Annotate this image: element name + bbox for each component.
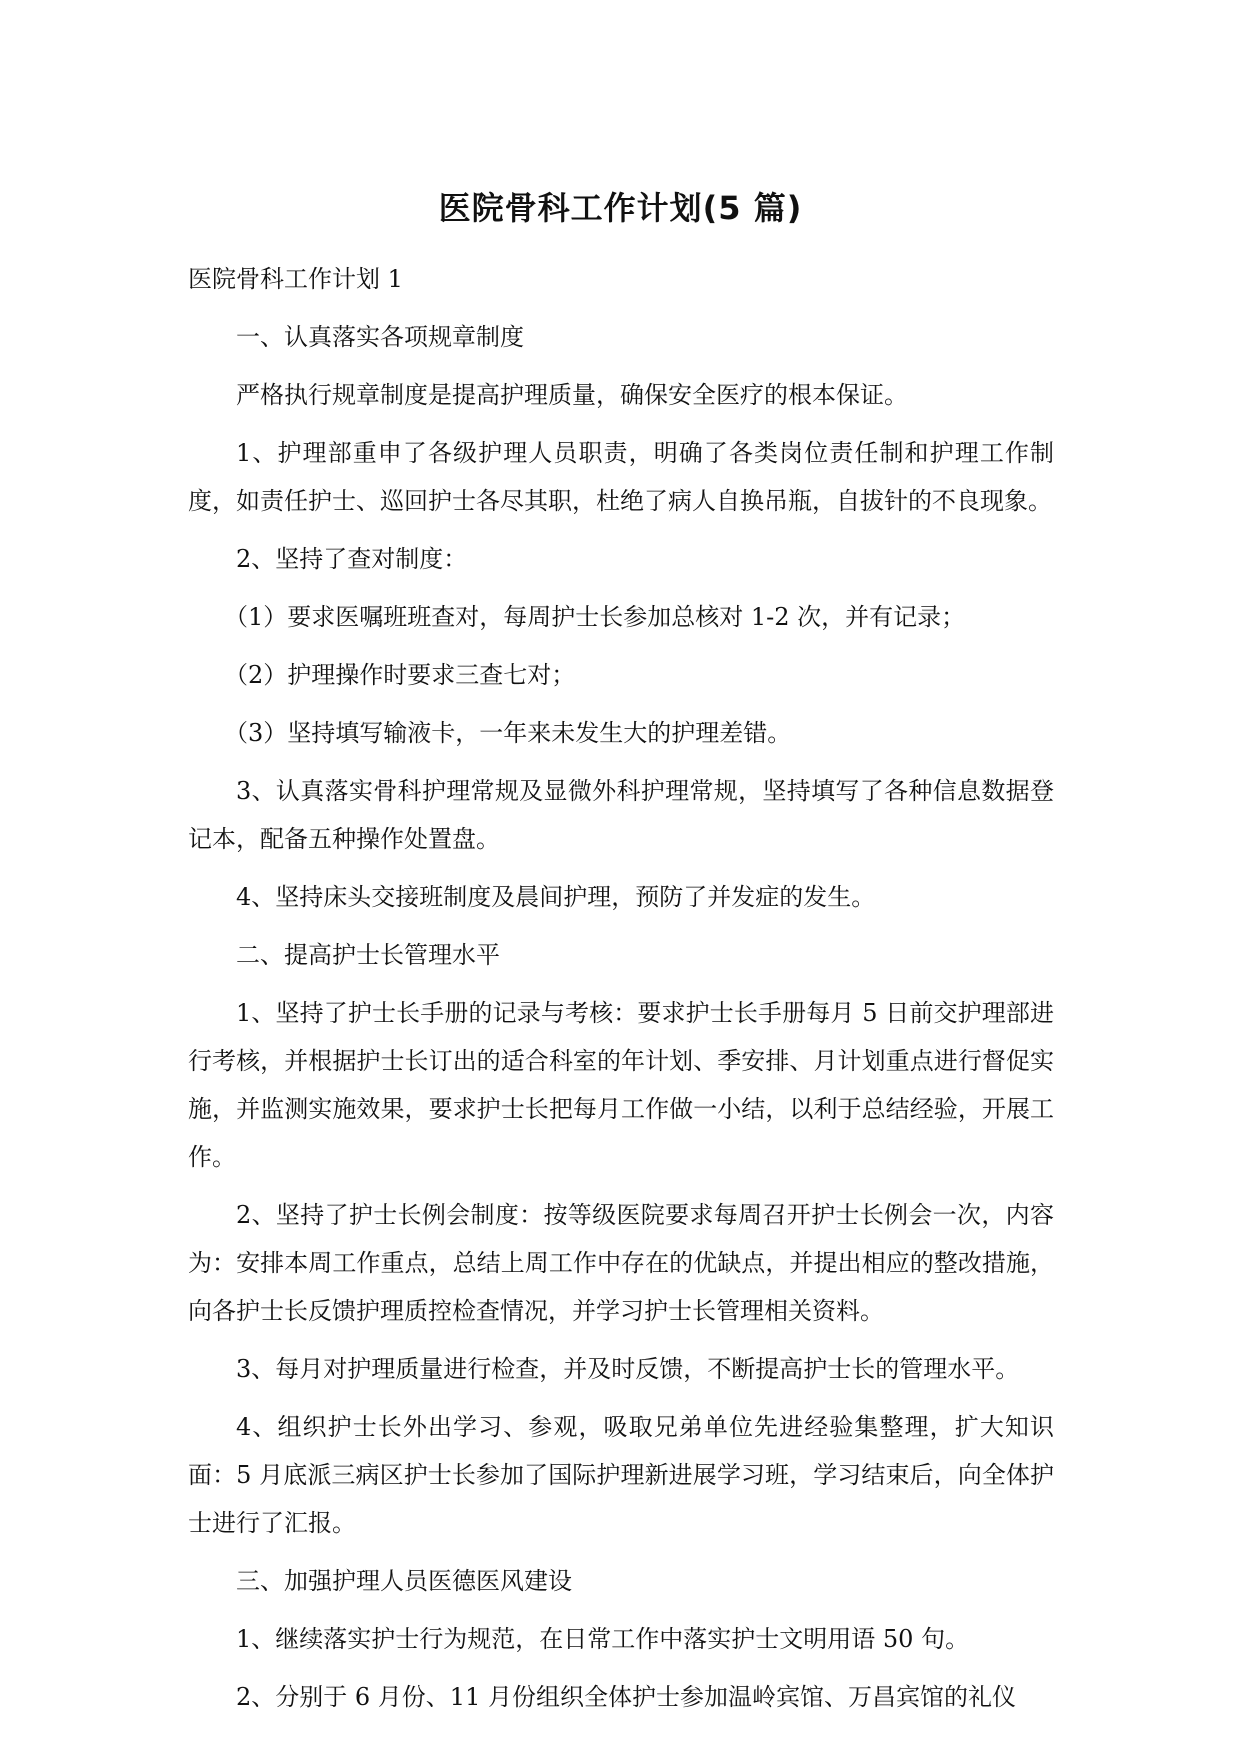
paragraph: 2、分别于 6 月份、11 月份组织全体护士参加温岭宾馆、万昌宾馆的礼仪 (236, 1683, 1016, 1711)
paragraph: 1、坚持了护士长手册的记录与考核：要求护士长手册每月 5 日前交护理部进行考核，并根据护士长订出的适合科室的年计划、季安排、月计划重点进行督促实施，并监测实施效果，要求护士长把每月工作做一小结，以利于总结经验，开展工作。 (188, 999, 1054, 1171)
paragraph: 1、继续落实护士行为规范，在日常工作中落实护士文明用语 50 句。 (236, 1625, 970, 1653)
paragraph: （2）护理操作时要求三查七对； (224, 661, 576, 689)
paragraph: （3）坚持填写输液卡，一年来未发生大的护理差错。 (224, 719, 792, 747)
paragraph: 1、护理部重申了各级护理人员职责，明确了各类岗位责任制和护理工作制度，如责任护士、巡回护士各尽其职，杜绝了病人自换吊瓶，自拔针的不良现象。 (188, 439, 1054, 515)
paragraph: （1）要求医嘱班班查对，每周护士长参加总核对 1-2 次，并有记录； (224, 603, 966, 631)
paragraph: 2、坚持了查对制度： (236, 545, 468, 573)
document-title: 医院骨科工作计划(5 篇) (438, 189, 803, 227)
paragraph: 二、提高护士长管理水平 (236, 941, 500, 969)
document-body (188, 255, 1054, 1731)
paragraph: 严格执行规章制度是提高护理质量，确保安全医疗的根本保证。 (236, 381, 908, 409)
paragraph: 三、加强护理人员医德医风建设 (236, 1567, 572, 1595)
paragraph: 3、认真落实骨科护理常规及显微外科护理常规，坚持填写了各种信息数据登记本，配备五种操作处置盘。 (188, 777, 1054, 853)
paragraph: 3、每月对护理质量进行检查，并及时反馈，不断提高护士长的管理水平。 (236, 1355, 1020, 1383)
paragraph: 4、坚持床头交接班制度及晨间护理，预防了并发症的发生。 (236, 883, 876, 911)
paragraph: 医院骨科工作计划 1 (188, 265, 403, 293)
paragraph: 2、坚持了护士长例会制度：按等级医院要求每周召开护士长例会一次，内容为：安排本周工作重点，总结上周工作中存在的优缺点，并提出相应的整改措施，向各护士长反馈护理质控检查情况，并学习护士长管理相关资料。 (188, 1201, 1054, 1325)
paragraph: 4、组织护士长外出学习、参观，吸取兄弟单位先进经验集整理，扩大知识面：5 月底派三病区护士长参加了国际护理新进展学习班，学习结束后，向全体护士进行了汇报。 (188, 1413, 1054, 1537)
paragraph: 一、认真落实各项规章制度 (236, 323, 524, 351)
